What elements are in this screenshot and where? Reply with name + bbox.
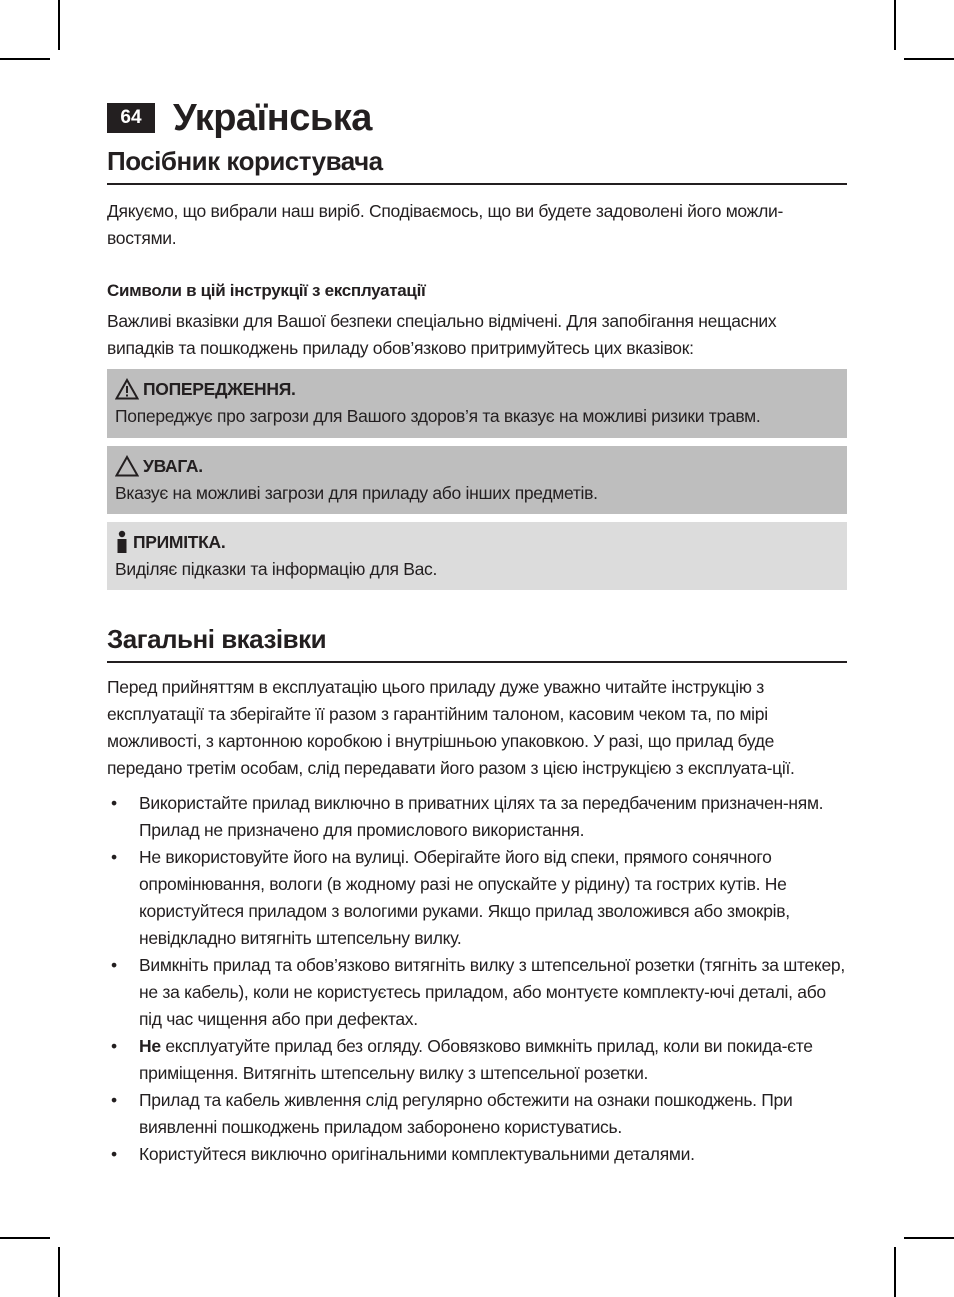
manual-section xyxy=(107,146,847,252)
list-item: • Не експлуатуйте прилад без огляду. Обовязково вимкніть прилад, коли ви покида-єте приміщення. Витягніть штепсельну вилку з штепсельної розетки. xyxy=(111,1036,813,1083)
notice-text: Попереджує про загрози для Вашого здоров’я та вказує на можливі ризики травм. xyxy=(115,406,761,426)
notice-title: УВАГА. xyxy=(143,455,203,476)
general-bullet-list xyxy=(107,790,847,1168)
page-header xyxy=(107,96,372,140)
crop-mark xyxy=(894,0,896,50)
page-number: 64 xyxy=(107,103,155,133)
symbols-heading: Символи в цій інструкції з експлуатації xyxy=(107,281,426,300)
notice-title: ПОПЕРЕДЖЕННЯ. xyxy=(143,378,296,399)
manual-intro: Дякуємо, що вибрали наш виріб. Сподіваємось, що ви будете задоволені його можли-востями. xyxy=(107,201,783,248)
crop-mark xyxy=(904,58,954,60)
caution-triangle-icon xyxy=(115,455,139,477)
general-section xyxy=(107,624,847,1168)
manual-heading: Посібник користувача xyxy=(107,146,847,185)
crop-mark xyxy=(58,1247,60,1297)
notice-note xyxy=(107,522,847,590)
list-item: • Використайте прилад виключно в приватних цілях та за передбаченим призначен-ням. Прилад не призначено для промислового використання. xyxy=(111,793,824,840)
crop-mark xyxy=(58,0,60,50)
info-icon xyxy=(115,530,129,554)
notice-warning xyxy=(107,369,847,438)
list-item: • Прилад та кабель живлення слід регулярно обстежити на ознаки пошкоджень. При виявленні пошкоджень приладом заборонено користуватись. xyxy=(111,1090,793,1137)
general-heading: Загальні вказівки xyxy=(107,624,847,663)
warning-triangle-icon xyxy=(115,378,139,400)
symbols-text: Важливі вказівки для Вашої безпеки спеціально відмічені. Для запобігання нещасних випадків та пошкоджень приладу обов’язково притримуйтесь цих вказівок: xyxy=(107,311,777,358)
list-item: • Не використовуйте його на вулиці. Оберігайте його від спеки, прямого сонячного опромінювання, вологи (в жодному разі не опускайте у рідину) та гострих кутів. Не користуйтеся приладом з вологими руками. Якщо прилад зволожився або змокрів, невідкладно витягніть штепсельну вилку. xyxy=(111,847,790,948)
crop-mark xyxy=(894,1247,896,1297)
notice-title: ПРИМІТКА. xyxy=(133,531,226,552)
notice-text: Виділяє підказки та інформацію для Вас. xyxy=(115,559,438,579)
crop-mark xyxy=(0,58,50,60)
general-intro: Перед прийняттям в експлуатацію цього приладу дуже уважно читайте інструкцію з експлуатації та зберігайте її разом з гарантійним талоном, касовим чеком та, по мірі можливості, з картонною коробкою і внутрішньою упаковкою. У разі, що прилад буде передано третім особам, слід передавати його разом з цією інструкцією з експлуата-ції. xyxy=(107,677,795,778)
symbols-section xyxy=(107,281,847,362)
crop-mark xyxy=(0,1237,50,1239)
list-item: • Користуйтеся виключно оригінальними комплектувальними деталями. xyxy=(111,1144,695,1164)
language-title: Українська xyxy=(173,96,372,139)
notice-text: Вказує на можливі загрози для приладу або інших предметів. xyxy=(115,483,598,503)
crop-mark xyxy=(904,1237,954,1239)
list-item: • Вимкніть прилад та обов’язково витягніть вилку з штепсельної розетки (тягніть за штекер, не за кабель), коли не користуєтесь приладом, або монтуєте комплекту-ючі деталі, або під час чищення або при дефектах. xyxy=(111,955,845,1029)
notice-caution xyxy=(107,446,847,514)
